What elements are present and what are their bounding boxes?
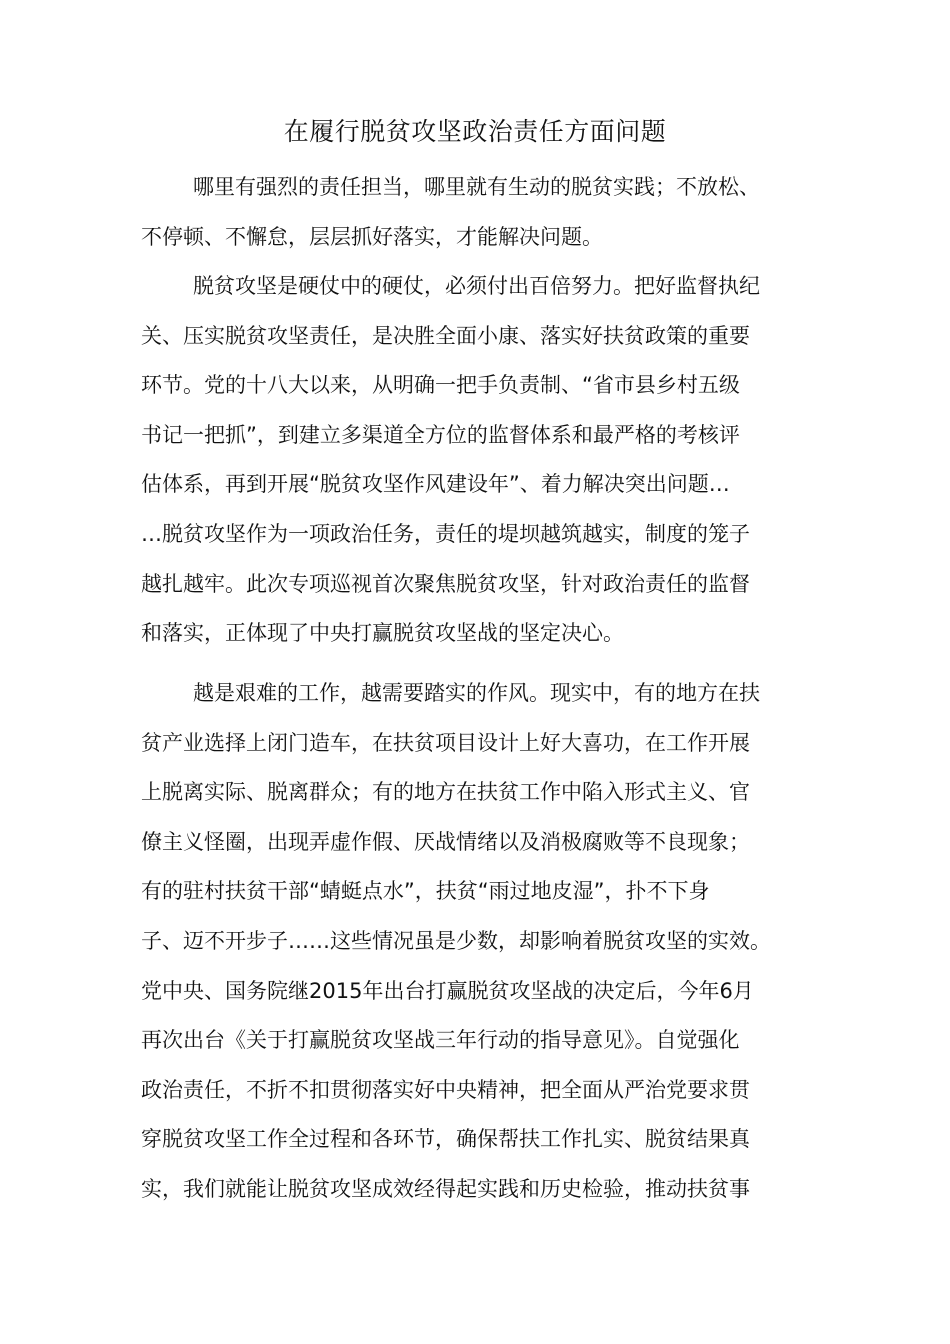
- text-line: 不停顿、不懈怠，层层抓好落实，才能解决问题。: [141, 224, 603, 249]
- document-title: 在履行脱贫攻坚政治责任方面问题: [283, 117, 667, 146]
- text-line: 和落实，正体现了中央打赢脱贫攻坚战的坚定决心。: [141, 621, 624, 646]
- text-line: 估体系，再到开展“脱贫攻坚作风建设年”、着力解决突出问题…: [141, 472, 730, 497]
- text-line: 政治责任，不折不扣贯彻落实好中央精神，把全面从严治党要求贯: [141, 1077, 750, 1102]
- text-line: 关、压实脱贫攻坚责任，是决胜全面小康、落实好扶贫政策的重要: [141, 323, 750, 348]
- text-line: 有的驻村扶贫干部“蜻蜓点水”，扶贫“雨过地皮湿”，扑不下身: [141, 879, 710, 904]
- text-line: 僚主义怪圈，出现弄虚作假、厌战情绪以及消极腐败等不良现象；: [141, 829, 750, 854]
- text-line: 再次出台《关于打赢脱贫攻坚战三年行动的指导意见》。自觉强化: [141, 1028, 740, 1053]
- text-line: 实，我们就能让脱贫攻坚成效经得起实践和历史检验，推动扶贫事: [141, 1176, 750, 1201]
- text-line: 书记一把抓”，到建立多渠道全方位的监督体系和最严格的考核评: [141, 422, 740, 447]
- text-line: …脱贫攻坚作为一项政治任务，责任的堤坝越筑越实，制度的笼子: [141, 521, 750, 546]
- paragraph-2: [141, 262, 831, 659]
- text-line: 上脱离实际、脱离群众；有的地方在扶贫工作中陷入形式主义、官: [141, 780, 750, 805]
- paragraph-3: [141, 669, 831, 1215]
- paragraph-1: [141, 163, 831, 262]
- text-line: 环节。党的十八大以来，从明确一把手负责制、“省市县乡村五级: [141, 373, 740, 398]
- text-line: 子、迈不开步子……这些情况虽是少数，却影响着脱贫攻坚的实效。: [141, 928, 771, 953]
- text-line: 党中央、国务院继2015年出台打赢脱贫攻坚战的决定后，今年6月: [141, 978, 754, 1003]
- text-line: 越是艰难的工作，越需要踏实的作风。现实中，有的地方在扶: [193, 681, 760, 705]
- text-line: 脱贫攻坚是硬仗中的硬仗，必须付出百倍努力。把好监督执纪: [193, 274, 760, 298]
- text-line: 哪里有强烈的责任担当，哪里就有生动的脱贫实践；不放松、: [193, 175, 760, 199]
- text-line: 越扎越牢。此次专项巡视首次聚焦脱贫攻坚，针对政治责任的监督: [141, 571, 750, 596]
- text-line: 贫产业选择上闭门造车，在扶贫项目设计上好大喜功，在工作开展: [141, 730, 750, 755]
- text-line: 穿脱贫攻坚工作全过程和各环节，确保帮扶工作扎实、脱贫结果真: [141, 1127, 750, 1152]
